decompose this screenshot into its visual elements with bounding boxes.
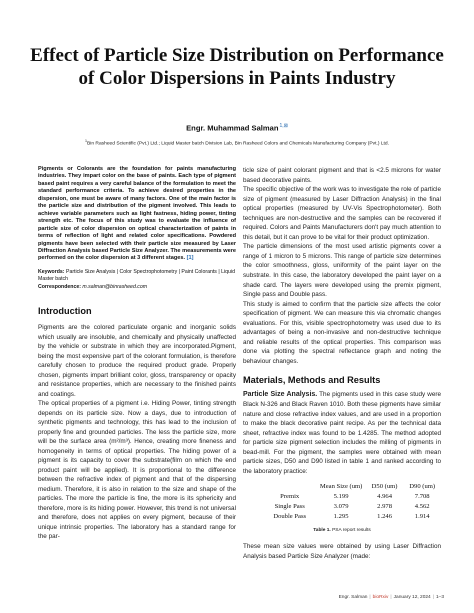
footer-separator: | bbox=[390, 595, 392, 600]
table-header-cell: D50 (um) bbox=[371, 483, 398, 491]
author-affiliation-mark[interactable]: 1,⊠ bbox=[279, 123, 288, 129]
table-cell: Double Pass bbox=[273, 513, 307, 521]
footer-separator: | bbox=[369, 595, 371, 600]
footer-separator: | bbox=[432, 595, 434, 600]
footer-page-range: 1–3 bbox=[435, 595, 444, 600]
table-caption bbox=[243, 528, 441, 533]
methods-paragraph-2: These mean size values were obtained by using Laser Diffraction Analysis based Particle Size Analyzer (made: bbox=[243, 543, 441, 560]
affiliation-line bbox=[0, 139, 474, 147]
table-row bbox=[263, 512, 441, 522]
right-paragraph-1: ticle size of paint colorant pigment and that is <2.5 microns for water based decorative paints. bbox=[243, 167, 441, 184]
methods-paragraph-1-text: The pigments used in this case study were Black N-326 and Black Raven 1010. Both these pigments have similar nature and close refractive index values, and are used in a proportion to make the black decorative paint recipe. As per the technical data sheet, refractive index was found to be 1.4285. The method adopted for particle size pigment selection includes the milling of pigments in bead-mill. For the pigment, the samples were obtained with mean particle sizes, D50 and D90 listed in table 1 and ranked according to the laboratory practice: bbox=[243, 391, 441, 475]
author-line bbox=[0, 123, 474, 133]
table-cell: 1.914 bbox=[414, 513, 430, 521]
right-column bbox=[243, 166, 441, 562]
table-cell: 1.246 bbox=[377, 513, 392, 521]
table-row bbox=[263, 492, 441, 502]
table-cell: 3.079 bbox=[333, 503, 349, 511]
table-caption-text: PSA report results bbox=[332, 528, 371, 534]
correspondence-label: Correspondence: bbox=[38, 284, 81, 291]
abstract bbox=[38, 166, 236, 263]
footer-date: January 12, 2024 bbox=[393, 595, 431, 600]
table-header-cell: Mean Size (um) bbox=[319, 483, 363, 491]
footer-brand-logo[interactable]: bioRxiv bbox=[372, 595, 389, 600]
page-footer bbox=[304, 595, 444, 600]
table-cell: Premix bbox=[280, 493, 300, 501]
table-cell: 4.964 bbox=[377, 493, 392, 501]
keywords-label: Keywords: bbox=[38, 268, 65, 275]
table-header-row bbox=[263, 482, 441, 492]
abstract-text: Pigments or Colorants are the foundation for paints manufacturing industries. They impart color on the base of paints. Each type of pigment based paint requires a very careful balance of the formulation to meet the standard performance criteria. To achieve desired properties in the dispersion, one must be aware of many factors. One of the main factor is the particle size and distribution of the pigment involved. This leads to achieve variable parameters such as light fastness, hiding power, tinting strength etc. The focus of this study was to evaluate the influence of particle size of color dispersion on optical characterization of paints in terms of reflection of light and related color specifications. Powdered pigments have been selected with their particle size measured by Laser Diffraction Analysis based Particle Size Analyzer. The measurements were performed on the color dispersion at 3 different stages. bbox=[38, 166, 236, 262]
table-caption-label: Table 1. bbox=[313, 528, 331, 534]
introduction-paragraph-1: Pigments are the colored particulate organic and inorganic solids which usually are insoluble, and chemically and physically unaffected by the vehicle or substrate in which they are incorporated.Pigment, being the most expensive part of the colorant formulation, is therefore carefully chosen to produce the required product grade. Properly chosen, pigments impart brilliant color, gloss, transparency or opacity and resistance properties, which are necessary to the finished paints and coatings. bbox=[38, 324, 236, 398]
methods-paragraph-1 bbox=[243, 390, 441, 476]
introduction-paragraph-2: The optical properties of a pigment i.e. Hiding Power, tinting strength depends on its particle size. Now a days, due to introduction of synthetic pigments and technology, this has lead to the inclusion of properly fine and grounded particles. The less the particle size, more will be the surface area (m²/m³). Hence, creating more fineness and homogeneity in terms of optical properties. The hiding power of a pigment is its capacity to cover the substrate(film on which the end product paint will be applied). It is proportional to the difference between the refractive index of pigment and that of the dispersing medium. Therefore, it is also in relation to the size and shape of the particles. The more the particle is fine, the more is its sphericity and therefore, more is its hiding power. However, this trend is not universal and therefore, does not applies on every pigment, because of their unique intrinsic properties. The laboratory has a standard range for the par- bbox=[38, 400, 236, 541]
table-cell: 5.199 bbox=[333, 493, 349, 501]
table-cell: 2.978 bbox=[377, 503, 392, 511]
table-row bbox=[263, 502, 441, 512]
introduction-heading: Introduction bbox=[38, 306, 92, 317]
left-column bbox=[38, 166, 236, 542]
affiliation-number: 1 bbox=[84, 139, 87, 143]
correspondence bbox=[38, 284, 236, 291]
table-cell: 1.295 bbox=[333, 513, 349, 521]
affiliation-text: Bin Rasheed Scientific (Pvt.) Ltd.; Liquid Master batch Division Lab, Bin Rasheed Colors and Chemicals Manufacturing Company (Pvt.) Ltd. bbox=[86, 141, 389, 147]
correspondence-email[interactable]: m.salman@binrasheed.com bbox=[82, 284, 148, 291]
table-cell: Single Pass bbox=[274, 503, 305, 511]
author-name: Engr. Muhammad Salman bbox=[186, 123, 279, 133]
right-paragraph-4: This study is aimed to confirm that the particle size affects the color specification of pigment. We can measure this via chromatic changes evaluations. For this, visible spectrophotometry was used due to its advantages of being a non-invasive and non-destructive technique and reliable results of the optical properties. This comparison was done via plotting the spectral reflectance graph and noting the behaviour changes. bbox=[243, 300, 441, 365]
keywords-text: Particle Size Analysis | Color Spectrophotometry | Paint Colorants | Liquid Master batch bbox=[38, 268, 235, 282]
table-header-cell: D90 (um) bbox=[409, 483, 436, 491]
table-cell: 7.708 bbox=[414, 493, 430, 501]
right-paragraph-2: The specific objective of the work was to investigate the role of particle size of pigment (measured by Laser Diffraction Analysis) in the final optical properties (measured by UV-Vis Spectrophotometer). Both techniques are non-destructive and the samples can be recovered if required. Colors and Paints Manufacturers don't pay much attention to this detail, but it can prove to be vital for their product optimization. bbox=[243, 186, 441, 241]
methods-subheading: Particle Size Analysis. bbox=[243, 391, 318, 399]
keywords bbox=[38, 269, 236, 283]
methods-heading: Materials, Methods and Results bbox=[243, 375, 381, 386]
footer-author: Engr. Salman bbox=[338, 595, 368, 600]
table-header-cell bbox=[263, 482, 316, 492]
paper-title: Effect of Particle Size Distribution on Performance of Color Dispersions in Paints Industry bbox=[30, 45, 444, 89]
psa-results-table bbox=[263, 482, 441, 522]
right-paragraph-3: The particle dimensions of the most used artistic pigments cover a range of 1 micron to 5 microns. This range of particle size determines the color smoothness, gloss, uniformity of the paint layer on the substrate. In this case, the laboratory developed the paint layer on a shade card. The layers were developed using the premix pigment, Single pass and Double pass. bbox=[243, 243, 441, 299]
abstract-reference-link[interactable]: [1] bbox=[186, 255, 194, 262]
table-cell: 4.562 bbox=[414, 503, 430, 511]
